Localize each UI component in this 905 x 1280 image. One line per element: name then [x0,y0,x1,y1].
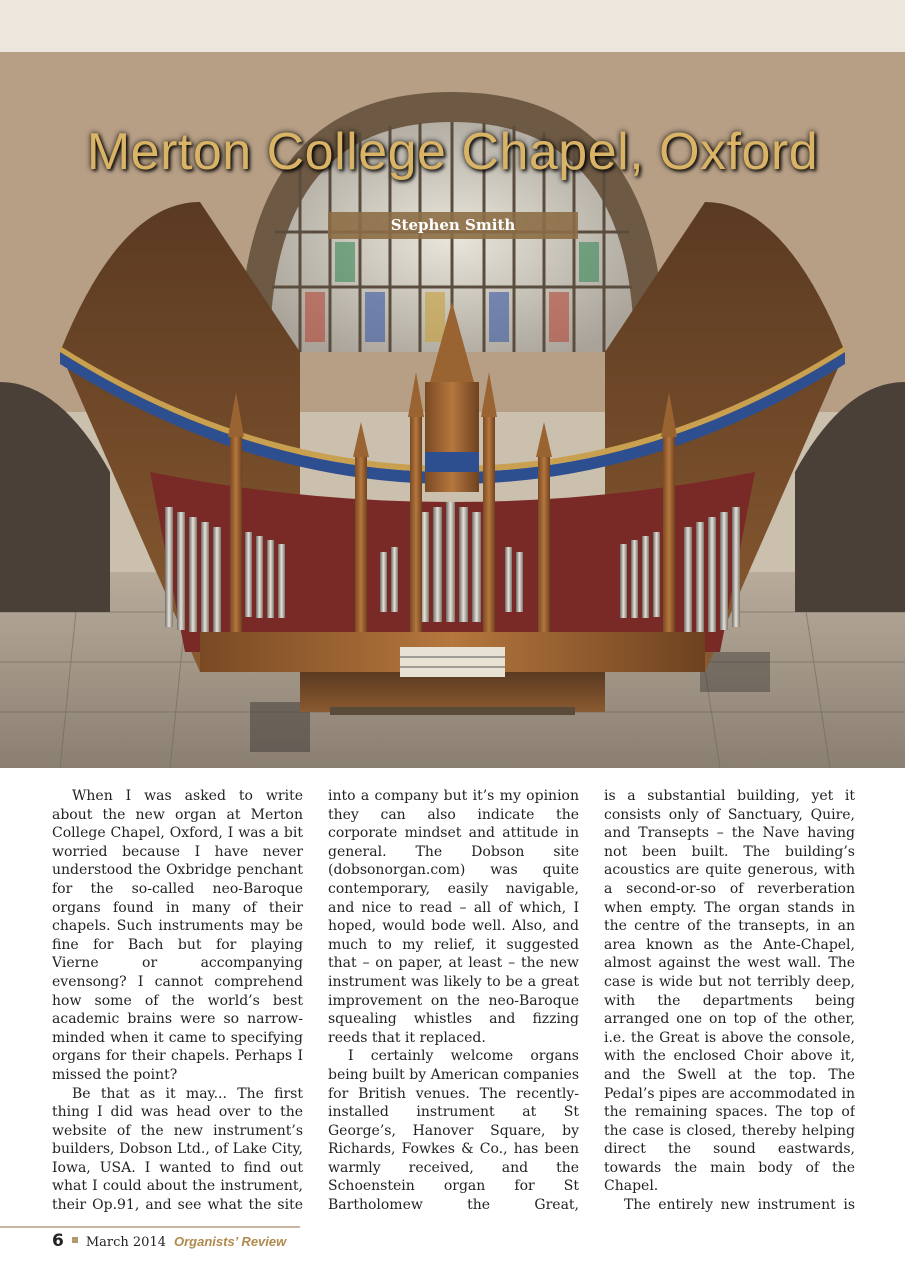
top-band [0,0,905,52]
paragraph: I certainly welcome organs being built by American companies for British venues. The recently-installed instrument at St George’s, Hanover Square, by Richards, Fowkes & Co., has been warmly received, and the Schoenstein organ for St Bartholomew the Great, [328,1048,579,1214]
paragraph: is a substantial building, yet it consists only of Sanctuary, Quire, and Transepts – the Nave having not been built. The building’s acoustics are quite generous, with a second-or-so of reverberation when empty. The organ stands in the centre of the transepts, in an area known as the Ante-Chapel, almost against the west wall. The case is wide but not terribly deep, with the departments being arranged one on top of the other, i.e. the Great is above the console, with the enclosed Choir above it, and the Swell at the top. The Pedal’s pipes are accommodated in the remaining spaces. The top of the case is closed, thereby helping direct the sound eastwards, towards the main body of the Chapel. [604,788,855,1195]
author-byline: Stephen Smith [328,212,578,239]
paragraph: Be that as it may... The first thing I did was head over to the website of the new instrument’s builders, Dobson Ltd., of Lake City, Iowa, USA. I wanted to find out what I could about the instrument, their Op.91, and see what the site [52,1085,303,1214]
paragraph: into a company but it’s my opinion they can also indicate the corporate mindset and attitude in general. The Dobson site (dobsonorgan.com) was quite contemporary, easily navigable, and nice to read – all of which, I hoped, would bode well. Also, and much to my relief, it suggested that – on paper, at least – the new instrument was likely to be a great improvement on the neo-Baroque squealing whistles and fizzing reeds that it replaced. [328,788,579,1046]
text-column-3 [604,787,855,1217]
issue-date: March 2014 [85,1235,166,1250]
article-title: Merton College Chapel, Oxford [86,123,819,181]
page-footer [52,1231,286,1255]
paragraph: When I was asked to write about the new organ at Merton College Chapel, Oxford, I was a bit worried because I have never understood the Oxbridge penchant for the so-called neo-Baroque organs found in many of their chapels. Such instruments may be fine for Bach but for playing Vierne or accompanying evensong? I cannot comprehend how some of the world’s best academic brains were so narrow-minded when it came to specifying organs for their chapels. Perhaps I missed the point? [52,788,303,1083]
text-column-2 [328,787,579,1217]
page-number: 6 [52,1231,64,1251]
article-body [52,787,855,1217]
square-bullet-icon [72,1237,78,1243]
magazine-name: Organists’ Review [174,1234,287,1249]
footer-rule [0,1226,300,1228]
paragraph: The entirely new instrument is [624,1197,855,1214]
text-column-1 [52,787,303,1217]
